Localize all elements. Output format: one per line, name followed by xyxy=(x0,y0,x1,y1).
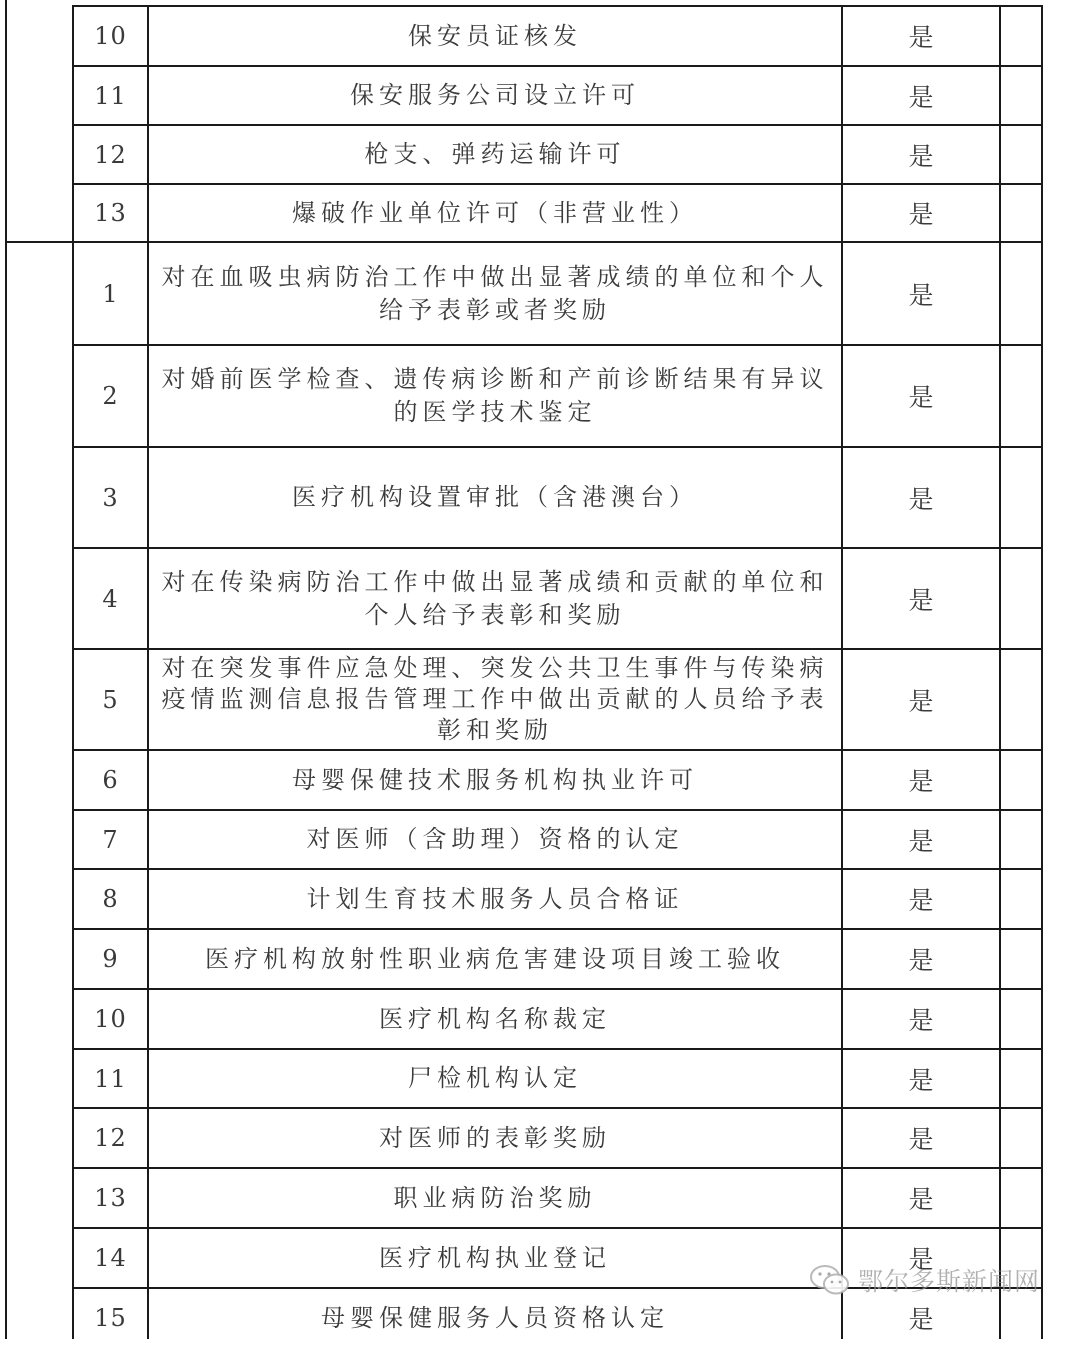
row-item: 保安服务公司设立许可 xyxy=(350,81,640,109)
row-item: 对医师（含助理）资格的认定 xyxy=(306,825,684,853)
row-note xyxy=(1001,243,1041,344)
row-note xyxy=(1001,930,1041,988)
row-number: 8 xyxy=(102,885,119,913)
row-item: 医疗机构放射性职业病危害建设项目竣工验收 xyxy=(205,944,785,973)
row-item: 计划生育技术服务人员合格证 xyxy=(306,884,684,913)
row-number: 13 xyxy=(94,199,127,227)
row-note xyxy=(1001,126,1041,183)
row-note xyxy=(1001,549,1041,648)
row-note xyxy=(1001,185,1041,241)
row-flag: 是 xyxy=(908,141,934,171)
row-note xyxy=(1001,448,1041,547)
row-number: 1 xyxy=(102,279,119,308)
row-flag: 是 xyxy=(908,1245,934,1274)
watermark-text: 鄂尔多斯新闻网 xyxy=(858,1267,1041,1296)
row-flag: 是 xyxy=(908,826,934,856)
row-number: 11 xyxy=(94,1064,127,1093)
row-item: 对医师的表彰奖励 xyxy=(379,1123,611,1152)
row-note xyxy=(1001,1169,1041,1227)
row-flag: 是 xyxy=(908,82,934,112)
row-flag: 是 xyxy=(908,1305,934,1334)
table-border-right xyxy=(1041,5,1043,1339)
row-item: 尸检机构认定 xyxy=(408,1064,582,1092)
source-watermark xyxy=(808,1262,1040,1298)
row-flag: 是 xyxy=(908,585,934,615)
row-number: 3 xyxy=(102,483,119,512)
row-note xyxy=(1001,7,1041,65)
row-flag: 是 xyxy=(908,484,934,514)
row-note xyxy=(1001,1050,1041,1107)
row-note xyxy=(1001,346,1041,446)
row-note xyxy=(1001,811,1041,868)
row-number: 4 xyxy=(102,584,119,613)
row-flag: 是 xyxy=(908,383,934,412)
row-item: 职业病防治奖励 xyxy=(393,1183,597,1212)
row-item: 母婴保健服务人员资格认定 xyxy=(321,1303,669,1332)
row-number: 15 xyxy=(94,1304,127,1332)
row-flag: 是 xyxy=(908,767,934,796)
row-flag: 是 xyxy=(908,200,934,229)
row-note xyxy=(1001,751,1041,809)
row-flag: 是 xyxy=(908,280,934,310)
row-number: 14 xyxy=(94,1244,127,1272)
row-flag: 是 xyxy=(908,1065,934,1095)
row-item: 对婚前医学检查、遗传病诊断和产前诊断结果有异议的医学技术鉴定 xyxy=(161,365,829,426)
row-note xyxy=(1001,650,1041,749)
row-number: 2 xyxy=(102,382,119,410)
row-item: 医疗机构名称裁定 xyxy=(379,1004,611,1033)
row-note xyxy=(1001,870,1041,928)
row-item: 医疗机构设置审批（含港澳台） xyxy=(292,483,698,511)
row-number: 7 xyxy=(102,825,119,854)
row-flag: 是 xyxy=(908,946,934,975)
row-note xyxy=(1001,990,1041,1048)
row-number: 13 xyxy=(94,1184,127,1212)
row-number: 12 xyxy=(94,140,127,169)
row-flag: 是 xyxy=(908,1185,934,1214)
table-border-left xyxy=(5,0,7,1339)
row-flag: 是 xyxy=(908,1006,934,1035)
row-number: 9 xyxy=(102,945,119,973)
row-item: 对在传染病防治工作中做出显著成绩和贡献的单位和个人给予表彰和奖励 xyxy=(161,567,829,629)
row-item: 对在突发事件应急处理、突发公共卫生事件与传染病疫情监测信息报告管理工作中做出贡献的人员给予表彰和奖励 xyxy=(161,654,829,744)
row-number: 10 xyxy=(94,22,127,50)
row-item: 枪支、弹药运输许可 xyxy=(364,140,626,168)
row-item: 保安员证核发 xyxy=(408,21,582,50)
row-item: 爆破作业单位许可（非营业性） xyxy=(292,198,698,227)
row-item: 医疗机构执业登记 xyxy=(379,1243,611,1272)
wechat-icon xyxy=(808,1263,852,1297)
row-number: 11 xyxy=(94,81,127,110)
row-item: 对在血吸虫病防治工作中做出显著成绩的单位和个人给予表彰或者奖励 xyxy=(161,262,829,324)
row-flag: 是 xyxy=(908,23,934,52)
row-flag: 是 xyxy=(908,1125,934,1154)
row-number: 10 xyxy=(94,1005,127,1033)
row-number: 5 xyxy=(102,685,119,714)
row-number: 12 xyxy=(94,1124,127,1152)
row-flag: 是 xyxy=(908,686,934,716)
row-flag: 是 xyxy=(908,886,934,915)
row-note xyxy=(1001,67,1041,124)
row-item: 母婴保健技术服务机构执业许可 xyxy=(292,765,698,794)
row-note xyxy=(1001,1109,1041,1167)
row-number: 6 xyxy=(102,766,119,794)
